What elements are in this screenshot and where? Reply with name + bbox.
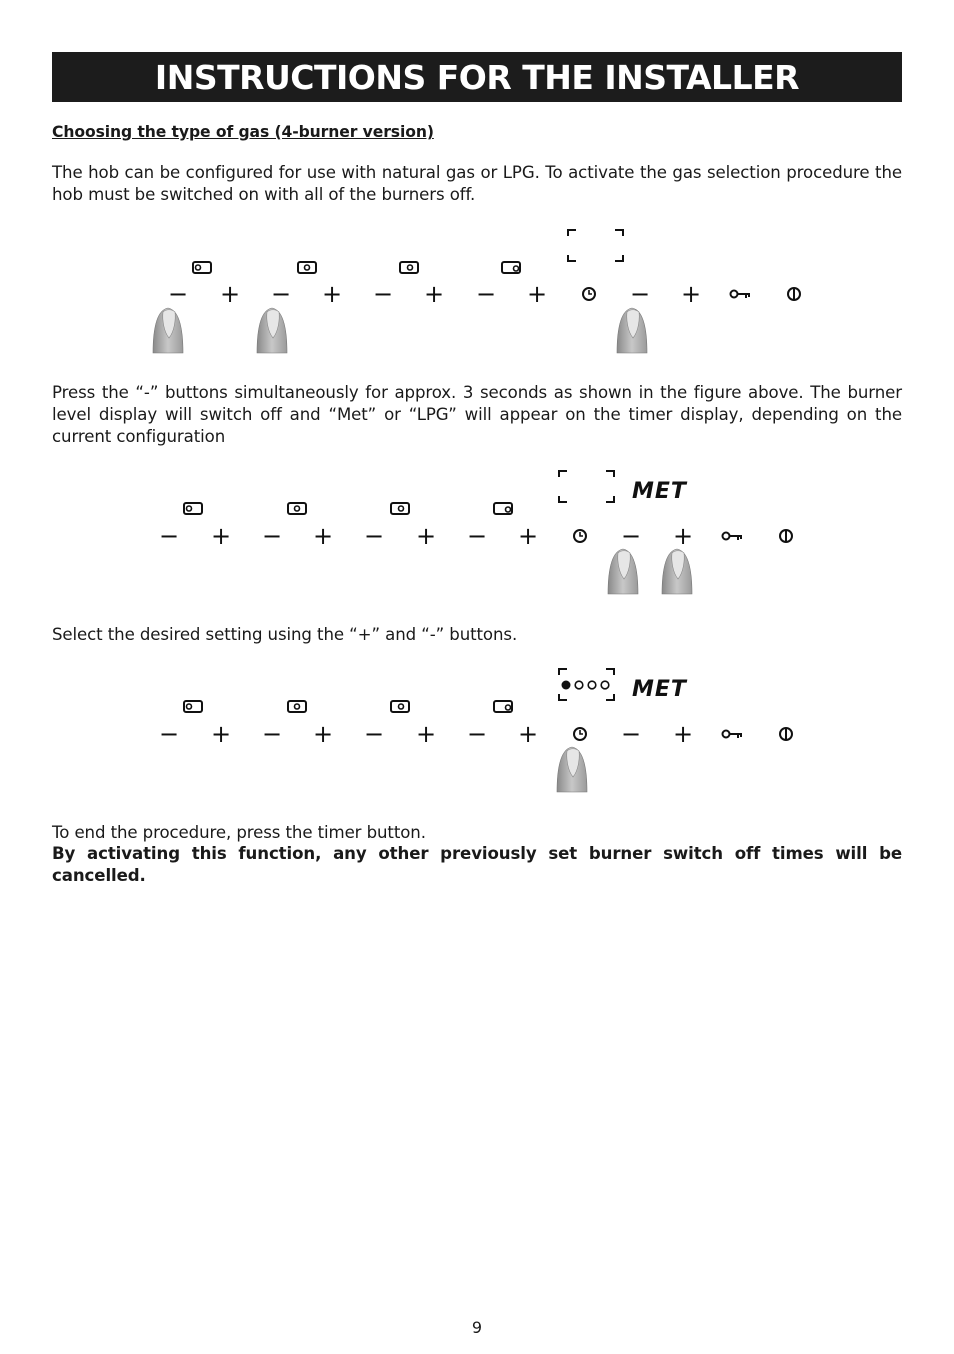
key-lock-icon[interactable] (723, 533, 743, 541)
finger-press-icon (557, 747, 587, 792)
finger-press-icon (608, 549, 638, 594)
burner3-plus-button[interactable]: + (423, 280, 445, 308)
burner2-minus-button[interactable]: − (270, 280, 292, 308)
burner3-plus-button[interactable]: + (415, 522, 437, 550)
burner3-plus-button[interactable]: + (415, 720, 437, 748)
burner-rear-right-icon (400, 262, 418, 273)
warning-paragraph: By activating this function, any other previously set burner switch off times will be cancelled. (52, 844, 902, 885)
finger-press-icon (662, 549, 692, 594)
burner3-minus-button[interactable]: − (363, 720, 385, 748)
page-number: 9 (471, 1318, 483, 1337)
burner-front-left-icon (184, 503, 202, 514)
burner4-minus-button[interactable]: − (466, 720, 488, 748)
burner-rear-left-icon (288, 701, 306, 712)
burner2-minus-button[interactable]: − (261, 522, 283, 550)
burner1-minus-button[interactable]: − (158, 522, 180, 550)
burner4-plus-button[interactable]: + (517, 522, 539, 550)
burner-front-right-icon (502, 262, 520, 273)
burner4-minus-button[interactable]: − (466, 522, 488, 550)
gas-type-display: MET (632, 677, 687, 702)
timer-plus-button[interactable]: + (672, 522, 694, 550)
timer-minus-button[interactable]: − (620, 720, 642, 748)
page-title: INSTRUCTIONS FOR THE INSTALLER (154, 57, 800, 97)
burner1-plus-button[interactable]: + (210, 720, 232, 748)
control-panel-figure-2 (0, 462, 954, 597)
press-paragraph: Press the “-” buttons simultaneously for approx. 3 seconds as shown in the figure above. The burner level display will switch off and “Met” or “LPG” will appear on the timer display, depending on the current configuration (52, 383, 902, 446)
select-paragraph: Select the desired setting using the “+” and “-” buttons. (52, 625, 518, 644)
burner-front-right-icon (494, 701, 512, 712)
burner-front-left-icon (193, 262, 211, 273)
timer-clock-icon[interactable] (574, 530, 586, 542)
burner-front-left-icon (184, 701, 202, 712)
timer-minus-button[interactable]: − (620, 522, 642, 550)
gas-type-display: MET (632, 479, 687, 504)
timer-clock-icon[interactable] (583, 288, 595, 300)
burner1-minus-button[interactable]: − (167, 280, 189, 308)
burner1-minus-button[interactable]: − (158, 720, 180, 748)
burner3-minus-button[interactable]: − (363, 522, 385, 550)
finger-press-icon (153, 308, 183, 353)
burner1-plus-button[interactable]: + (219, 280, 241, 308)
burner4-plus-button[interactable]: + (517, 720, 539, 748)
burner2-plus-button[interactable]: + (312, 720, 334, 748)
burner2-minus-button[interactable]: − (261, 720, 283, 748)
end-paragraph: To end the procedure, press the timer button. (52, 823, 426, 842)
timer-display-brackets (568, 230, 623, 261)
burner-rear-right-icon (391, 701, 409, 712)
timer-plus-button[interactable]: + (672, 720, 694, 748)
intro-paragraph: The hob can be configured for use with natural gas or LPG. To activate the gas selection procedure the hob must be switched on with all of the burners off. (52, 163, 902, 204)
burner3-minus-button[interactable]: − (372, 280, 394, 308)
burner2-plus-button[interactable]: + (321, 280, 343, 308)
burner-rear-right-icon (391, 503, 409, 514)
burner4-minus-button[interactable]: − (475, 280, 497, 308)
burner4-plus-button[interactable]: + (526, 280, 548, 308)
control-panel-figure-3 (0, 660, 954, 795)
power-icon[interactable] (780, 530, 792, 542)
burner-rear-left-icon (288, 503, 306, 514)
control-panel-figure-1 (0, 222, 954, 357)
burner2-plus-button[interactable]: + (312, 522, 334, 550)
timer-minus-button[interactable]: − (629, 280, 651, 308)
finger-press-icon (257, 308, 287, 353)
setting-indicator-dots (562, 681, 609, 690)
power-icon[interactable] (780, 728, 792, 740)
burner-rear-left-icon (298, 262, 316, 273)
power-icon[interactable] (788, 288, 800, 300)
section-subtitle: Choosing the type of gas (4-burner version) (52, 123, 434, 141)
timer-plus-button[interactable]: + (680, 280, 702, 308)
finger-press-icon (617, 308, 647, 353)
timer-display-brackets (559, 471, 614, 502)
key-lock-icon[interactable] (723, 731, 743, 739)
key-lock-icon[interactable] (731, 291, 751, 299)
timer-clock-icon[interactable] (574, 728, 586, 740)
page-header (52, 52, 902, 102)
burner1-plus-button[interactable]: + (210, 522, 232, 550)
burner-front-right-icon (494, 503, 512, 514)
